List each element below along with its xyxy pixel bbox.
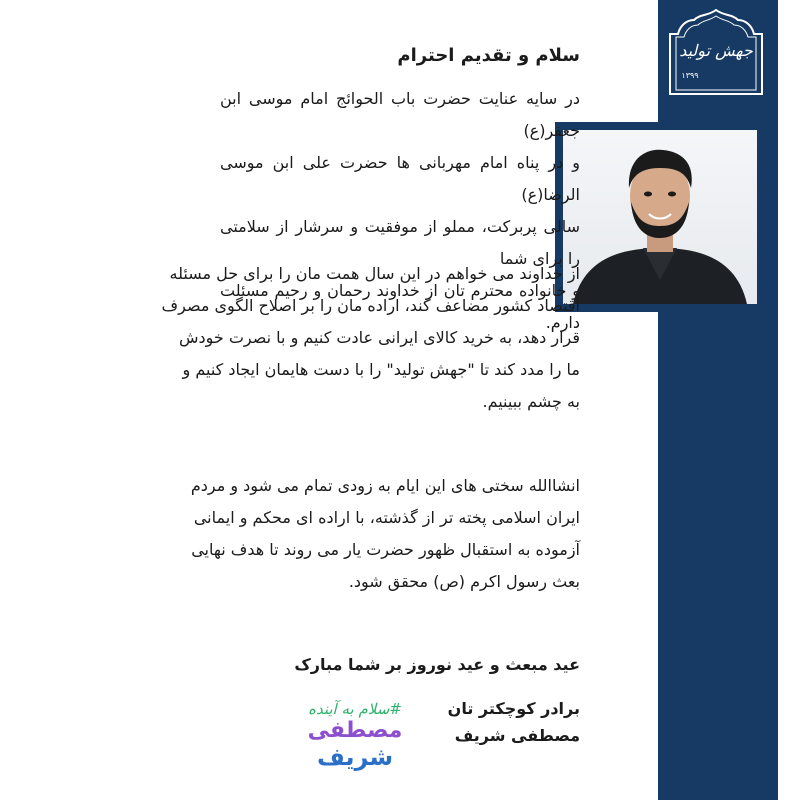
portrait-photo [563, 130, 757, 304]
paragraph-line: به چشم ببینیم. [482, 392, 580, 411]
portrait-person-icon [563, 130, 757, 304]
paragraph-line: سالی پربرکت، مملو از موفقیت و سرشار از سلامتی را برای شما [220, 217, 580, 268]
navy-vertical-stripe [658, 0, 778, 800]
paragraph-line: ما را مدد کند تا "جهش تولید" را با دست هایمان ایجاد کنیم و [182, 360, 580, 379]
badge-emblem-icon [662, 6, 770, 106]
signature-line-2: مصطفی شریف [454, 726, 580, 745]
paragraph-line: قرار دهد، به خرید کالای ایرانی عادت کنیم و با نصرت خودش [178, 328, 580, 347]
right-decorative-band [655, 0, 800, 800]
paragraph-wish [20, 258, 580, 418]
logo-hashtag: #سلام به آینده [308, 700, 402, 718]
logo-name-first: مصطفی [307, 718, 403, 743]
paragraph-line: انشاالله سختی های این ایام به زودی تمام می شود و مردم [190, 476, 580, 495]
campaign-logo [285, 700, 425, 795]
paragraph-line: ایران اسلامی پخته تر از گذشته، با اراده ای محکم و ایمانی [193, 508, 580, 527]
badge-text: جهش تولید [679, 41, 753, 60]
paragraph-line: آزموده به استقبال ظهور حضرت یار می روند تا هدف نهایی [191, 540, 580, 559]
portrait-frame [555, 122, 765, 312]
jahesh-tolid-badge [662, 6, 770, 106]
badge-year: ۱۳۹۹ [681, 71, 699, 80]
closing-greeting: عید مبعث و عید نوروز بر شما مبارک [294, 655, 580, 674]
paragraph-line: و خانواده محترم تان از خداوند رحمان و رحیم مسئلت دارم. [220, 281, 580, 332]
paragraph-hope [25, 470, 580, 598]
logo-name-last: شریف [316, 743, 394, 771]
paragraph-line: از خداوند می خواهم در این سال همت مان را برای حل مسئله [169, 264, 580, 283]
greeting-title: سلام و تقدیم احترام [397, 45, 580, 66]
paragraph-line: و در پناه امام مهربانی ها حضرت علی ابن موسی الرضا(ع) [220, 153, 580, 204]
paragraph-line: بعث رسول اکرم (ص) محقق شود. [348, 572, 580, 591]
paragraph-line: در سایه عنایت حضرت باب الحوائج امام موسی ابن جعفر(ع) [220, 89, 580, 140]
signature-line-1: برادر کوچکتر تان [447, 699, 580, 718]
paragraph-line: اقتصاد کشور مضاعف کند، اراده مان را بر اصلاح الگوی مصرف [161, 296, 580, 315]
